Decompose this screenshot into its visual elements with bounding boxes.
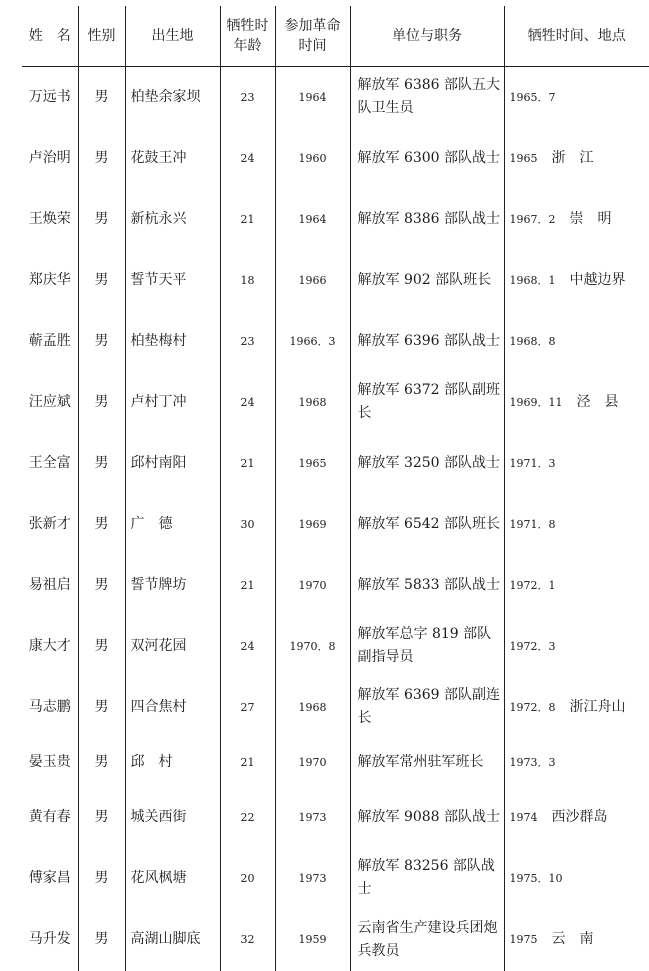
cell-name: 万远书 bbox=[28, 88, 71, 105]
cell-age: 24 bbox=[220, 616, 275, 677]
cell-name: 张新才 bbox=[28, 515, 71, 532]
cell-birthplace: 邱村南阳 bbox=[125, 433, 220, 494]
cell-age: 22 bbox=[220, 787, 275, 848]
death-date: 1975 bbox=[509, 933, 538, 946]
cell-sex: 男 bbox=[78, 311, 125, 372]
cell-birthplace: 花风枫塘 bbox=[125, 848, 220, 909]
cell-death bbox=[504, 250, 649, 311]
table-row bbox=[22, 677, 649, 738]
death-date: 1968．1 bbox=[509, 273, 556, 287]
cell-birthplace: 四合焦村 bbox=[125, 677, 220, 738]
death-date: 1972．3 bbox=[509, 639, 556, 653]
cell-name: 黄有春 bbox=[28, 808, 71, 825]
cell-join-time: 1969 bbox=[275, 494, 350, 555]
cell-age: 20 bbox=[220, 848, 275, 909]
death-date: 1971．8 bbox=[509, 517, 556, 531]
martyrs-table bbox=[22, 6, 649, 971]
cell-birthplace: 卢村丁冲 bbox=[125, 372, 220, 433]
cell-age: 18 bbox=[220, 250, 275, 311]
header-sex: 性别 bbox=[78, 6, 125, 67]
cell-death bbox=[504, 616, 649, 677]
death-place: 西沙群岛 bbox=[551, 808, 608, 825]
cell-birthplace: 邱 村 bbox=[125, 738, 220, 787]
cell-age: 32 bbox=[220, 909, 275, 971]
death-place: 浙 江 bbox=[551, 149, 594, 166]
death-date: 1972．1 bbox=[509, 578, 556, 592]
cell-death bbox=[504, 189, 649, 250]
cell-death bbox=[504, 128, 649, 189]
table-row bbox=[22, 250, 649, 311]
cell-unit: 解放军总字 819 部队副指导员 bbox=[350, 616, 504, 677]
cell-death bbox=[504, 67, 649, 128]
cell-sex: 男 bbox=[78, 372, 125, 433]
cell-join-time: 1968 bbox=[275, 677, 350, 738]
header-death: 牺牲时间、地点 bbox=[504, 6, 649, 67]
table-row bbox=[22, 848, 649, 909]
header-unit: 单位与职务 bbox=[350, 6, 504, 67]
table-row bbox=[22, 909, 649, 971]
cell-name: 卢治明 bbox=[28, 149, 71, 166]
cell-death bbox=[504, 848, 649, 909]
death-date: 1967．2 bbox=[509, 212, 556, 226]
cell-unit: 云南省生产建设兵团炮兵教员 bbox=[350, 909, 504, 971]
cell-unit: 解放军 3250 部队战士 bbox=[350, 433, 504, 494]
header-name: 姓 名 bbox=[22, 6, 78, 67]
table-row bbox=[22, 311, 649, 372]
cell-birthplace: 柏垫余家坝 bbox=[125, 67, 220, 128]
cell-unit: 解放军 5833 部队战士 bbox=[350, 555, 504, 616]
cell-birthplace: 广 德 bbox=[125, 494, 220, 555]
table-row bbox=[22, 494, 649, 555]
cell-name: 王焕荣 bbox=[28, 210, 71, 227]
cell-sex: 男 bbox=[78, 189, 125, 250]
cell-unit: 解放军 6300 部队战士 bbox=[350, 128, 504, 189]
cell-join-time: 1968 bbox=[275, 372, 350, 433]
table-row bbox=[22, 372, 649, 433]
cell-join-time: 1966．3 bbox=[275, 311, 350, 372]
cell-sex: 男 bbox=[78, 433, 125, 494]
cell-sex: 男 bbox=[78, 677, 125, 738]
cell-name: 蕲孟胜 bbox=[28, 332, 71, 349]
cell-age: 23 bbox=[220, 311, 275, 372]
table-row bbox=[22, 616, 649, 677]
death-date: 1975．10 bbox=[509, 871, 563, 885]
cell-unit: 解放军 6369 部队副连长 bbox=[350, 677, 504, 738]
cell-name: 马升发 bbox=[28, 931, 71, 947]
cell-age: 23 bbox=[220, 67, 275, 128]
death-date: 1973．3 bbox=[509, 755, 556, 769]
cell-death bbox=[504, 555, 649, 616]
cell-unit: 解放军 902 部队班长 bbox=[350, 250, 504, 311]
table-row bbox=[22, 738, 649, 787]
cell-sex: 男 bbox=[78, 555, 125, 616]
cell-age: 21 bbox=[220, 555, 275, 616]
death-place: 云 南 bbox=[551, 931, 594, 947]
cell-join-time: 1973 bbox=[275, 848, 350, 909]
cell-birthplace: 誓节牌坊 bbox=[125, 555, 220, 616]
cell-age: 27 bbox=[220, 677, 275, 738]
table-row bbox=[22, 189, 649, 250]
cell-birthplace: 柏垫梅村 bbox=[125, 311, 220, 372]
cell-join-time: 1970．8 bbox=[275, 616, 350, 677]
cell-death bbox=[504, 738, 649, 787]
table-row bbox=[22, 787, 649, 848]
cell-join-time: 1970 bbox=[275, 738, 350, 787]
cell-name: 易祖启 bbox=[28, 576, 71, 593]
cell-join-time: 1965 bbox=[275, 433, 350, 494]
death-date: 1974 bbox=[509, 810, 538, 824]
cell-unit: 解放军 6386 部队五大队卫生员 bbox=[350, 67, 504, 128]
cell-birthplace: 高湖山脚底 bbox=[125, 909, 220, 971]
cell-sex: 男 bbox=[78, 494, 125, 555]
death-date: 1972．8 bbox=[509, 700, 556, 714]
cell-death bbox=[504, 311, 649, 372]
cell-sex: 男 bbox=[78, 250, 125, 311]
death-place: 崇 明 bbox=[569, 210, 612, 227]
death-place: 泾 县 bbox=[576, 393, 619, 410]
cell-death bbox=[504, 433, 649, 494]
cell-unit: 解放军 6372 部队副班长 bbox=[350, 372, 504, 433]
death-date: 1965．7 bbox=[509, 90, 556, 104]
cell-sex: 男 bbox=[78, 738, 125, 787]
cell-birthplace: 新杭永兴 bbox=[125, 189, 220, 250]
cell-sex: 男 bbox=[78, 909, 125, 971]
death-date: 1971．3 bbox=[509, 456, 556, 470]
cell-sex: 男 bbox=[78, 67, 125, 128]
cell-death bbox=[504, 372, 649, 433]
table-header-row bbox=[22, 6, 649, 67]
cell-name: 傅家昌 bbox=[28, 869, 71, 886]
cell-age: 24 bbox=[220, 372, 275, 433]
cell-name: 晏玉贵 bbox=[28, 753, 71, 770]
cell-sex: 男 bbox=[78, 848, 125, 909]
cell-name: 郑庆华 bbox=[28, 271, 71, 288]
cell-join-time: 1964 bbox=[275, 189, 350, 250]
cell-unit: 解放军 83256 部队战士 bbox=[350, 848, 504, 909]
cell-age: 21 bbox=[220, 189, 275, 250]
cell-death bbox=[504, 677, 649, 738]
header-age: 牺牲时 年龄 bbox=[220, 6, 275, 67]
cell-name: 康大才 bbox=[28, 637, 71, 654]
cell-age: 21 bbox=[220, 433, 275, 494]
cell-sex: 男 bbox=[78, 616, 125, 677]
cell-join-time: 1973 bbox=[275, 787, 350, 848]
cell-birthplace: 双河花园 bbox=[125, 616, 220, 677]
cell-sex: 男 bbox=[78, 128, 125, 189]
header-join-time: 参加革命 时间 bbox=[275, 6, 350, 67]
death-date: 1968．8 bbox=[509, 334, 556, 348]
death-place: 浙江舟山 bbox=[569, 698, 626, 715]
cell-unit: 解放军 9088 部队战士 bbox=[350, 787, 504, 848]
cell-age: 21 bbox=[220, 738, 275, 787]
table-row bbox=[22, 555, 649, 616]
cell-join-time: 1970 bbox=[275, 555, 350, 616]
cell-join-time: 1960 bbox=[275, 128, 350, 189]
cell-age: 24 bbox=[220, 128, 275, 189]
header-birthplace: 出生地 bbox=[125, 6, 220, 67]
cell-birthplace: 誓节天平 bbox=[125, 250, 220, 311]
cell-name: 汪应斌 bbox=[28, 393, 71, 410]
cell-birthplace: 城关西街 bbox=[125, 787, 220, 848]
cell-join-time: 1959 bbox=[275, 909, 350, 971]
cell-sex: 男 bbox=[78, 787, 125, 848]
cell-birthplace: 花鼓王冲 bbox=[125, 128, 220, 189]
cell-unit: 解放军常州驻军班长 bbox=[350, 738, 504, 787]
cell-join-time: 1966 bbox=[275, 250, 350, 311]
cell-name: 马志鹏 bbox=[28, 698, 71, 715]
cell-unit: 解放军 6396 部队战士 bbox=[350, 311, 504, 372]
cell-unit: 解放军 6542 部队班长 bbox=[350, 494, 504, 555]
death-date: 1969．11 bbox=[509, 395, 563, 409]
cell-death bbox=[504, 787, 649, 848]
death-date: 1965 bbox=[509, 151, 538, 165]
death-place: 中越边界 bbox=[569, 271, 626, 288]
table-row bbox=[22, 128, 649, 189]
cell-name: 王全富 bbox=[28, 454, 71, 471]
table-body bbox=[22, 67, 649, 971]
cell-death bbox=[504, 909, 649, 971]
cell-join-time: 1964 bbox=[275, 67, 350, 128]
cell-death bbox=[504, 494, 649, 555]
table-row bbox=[22, 433, 649, 494]
cell-unit: 解放军 8386 部队战士 bbox=[350, 189, 504, 250]
table-row bbox=[22, 67, 649, 128]
cell-age: 30 bbox=[220, 494, 275, 555]
